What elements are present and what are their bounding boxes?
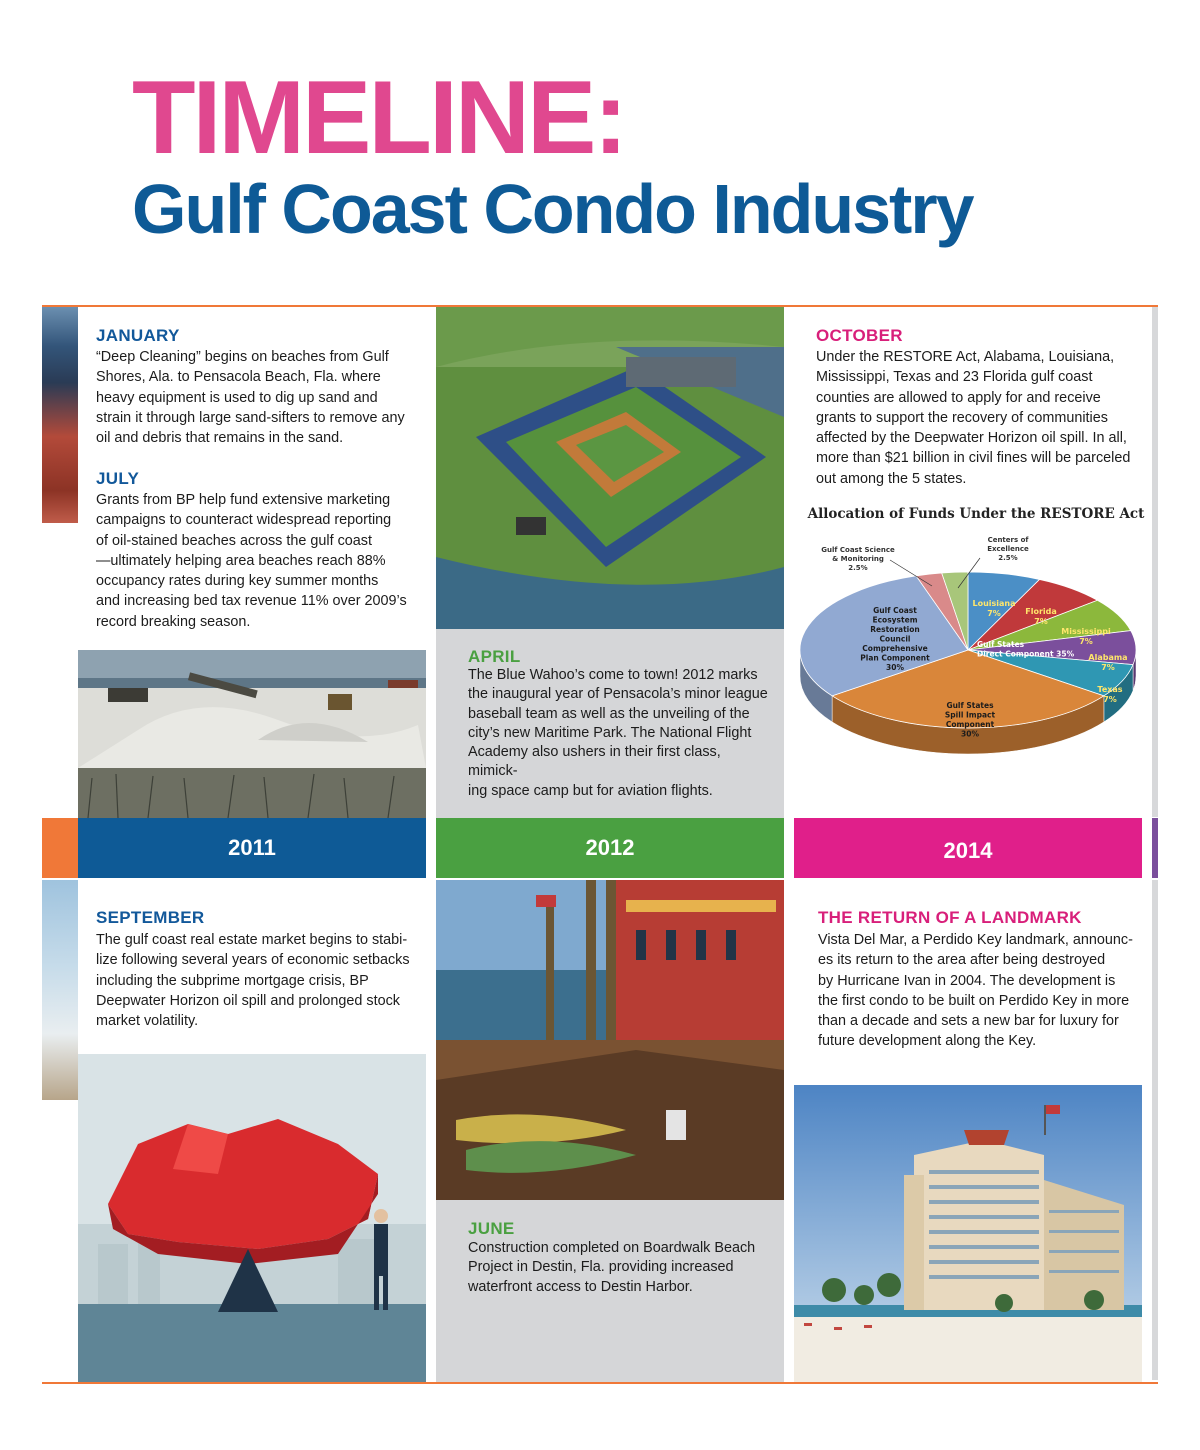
month-october: OCTOBER [816, 326, 903, 345]
photo-baseball-stadium [436, 307, 784, 629]
july-text: Grants from BP help fund extensive marketing campaigns to counteract widespread reporting of oil-stained beaches across the gulf coast —ultimately helping area beaches reach 88% occupancy rates during key summer months and increasing bed tax revenue 11% over 2009’s record breaking season. [96, 492, 407, 630]
edge-strip-orange [42, 818, 78, 878]
year-label-2011: 2011 [228, 835, 276, 860]
edge-photo-beach [42, 880, 78, 1100]
pie-label-mississippi: Mississippi 7% [1061, 627, 1111, 646]
june-text: Construction completed on Boardwalk Beach Project in Destin, Fla. providing increased waterfront access to Destin Harbor. [468, 1240, 756, 1295]
april-text: The Blue Wahoo’s come to town! 2012 marks the inaugural year of Pensacola’s minor league baseball team as well as the unveiling of the city’s new Maritime Park. The National Flight Academy also ushers in their first class, mimick- ing space camp but for aviation flights. [468, 667, 768, 799]
pie-label-direct-component: Gulf States Direct Component 35% [977, 640, 1075, 659]
pie-label-spill-impact: Gulf States Spill Impact Component 30% [944, 701, 996, 739]
year-label-2012: 2012 [585, 835, 635, 860]
month-june: JUNE [468, 1219, 515, 1238]
edge-photo-crowd [42, 307, 78, 523]
illustration-balanced-rock [78, 1054, 426, 1382]
month-january: JANUARY [96, 326, 180, 345]
month-april: APRIL [468, 647, 521, 666]
pie-label-texas: Texas 7% [1097, 685, 1123, 704]
month-july: JULY [96, 469, 140, 488]
year-label-2014: 2014 [943, 837, 993, 863]
landmark-heading: THE RETURN OF A LANDMARK [818, 908, 1082, 927]
bottom-rule [42, 1382, 1158, 1384]
year-bar-2011 [78, 818, 426, 878]
october-text: Under the RESTORE Act, Alabama, Louisiana, Mississippi, Texas and 23 Florida gulf coast counties are allowed to apply for and receive grants to support the recovery of communities affected by the Deepwater Horizon oil spill. In all, more than $21 billion in civil fines will be parceled out among the 5 states. [816, 349, 1131, 487]
edge-strip-right-purple [1152, 818, 1158, 878]
year-bar-2014 [794, 818, 1142, 878]
september-text: The gulf coast real estate market begins to stabi- lize following several years of economic setbacks including the subprime mortgage crisis, BP Deepwater Horizon oil spill and prolonged stock market volatility. [96, 932, 410, 1030]
restore-act-pie-chart [798, 506, 1148, 796]
january-text: “Deep Cleaning” begins on beaches from Gulf Shores, Ala. to Pensacola Beach, Fla. where heavy equipment is used to dig up sand and strain it through large sand-sifters to remove any oil and debris that remains in the sand. [96, 349, 405, 447]
chart-title: Allocation of Funds Under the RESTORE Act [807, 506, 1145, 522]
page-title: TIMELINE: [132, 60, 625, 176]
photo-boardwalk [436, 880, 784, 1200]
year-bar-2012 [436, 818, 784, 878]
pie-label-council: Gulf Coast Ecosystem Restoration Council Comprehensive Plan Component 30% [860, 606, 930, 672]
pie-svg [798, 530, 1148, 796]
month-september: SEPTEMBER [96, 908, 205, 927]
page-subtitle: Gulf Coast Condo Industry [132, 170, 973, 248]
pie-label-florida: Florida 7% [1025, 607, 1057, 626]
pie-label-alabama: Alabama 7% [1088, 653, 1128, 672]
pie-label-louisiana: Louisiana 7% [972, 599, 1016, 618]
edge-strip-right-grey [1152, 307, 1158, 817]
photo-vista-del-mar [794, 1085, 1142, 1382]
pie-label-science-monitoring: Gulf Coast Science & Monitoring 2.5% [821, 546, 895, 572]
edge-strip-right-grey-2 [1152, 880, 1158, 1380]
landmark-text: Vista Del Mar, a Perdido Key landmark, announc- es its return to the area after being destroyed by Hurricane Ivan in 2004. The development is the first condo to be built on Perdido Key in more than a decade and sets a new bar for luxury for future development along the Key. [818, 932, 1133, 1050]
pie-label-centers-excellence: Centers of Excellence 2.5% [987, 536, 1029, 562]
photo-beach-cleaning [78, 650, 426, 818]
